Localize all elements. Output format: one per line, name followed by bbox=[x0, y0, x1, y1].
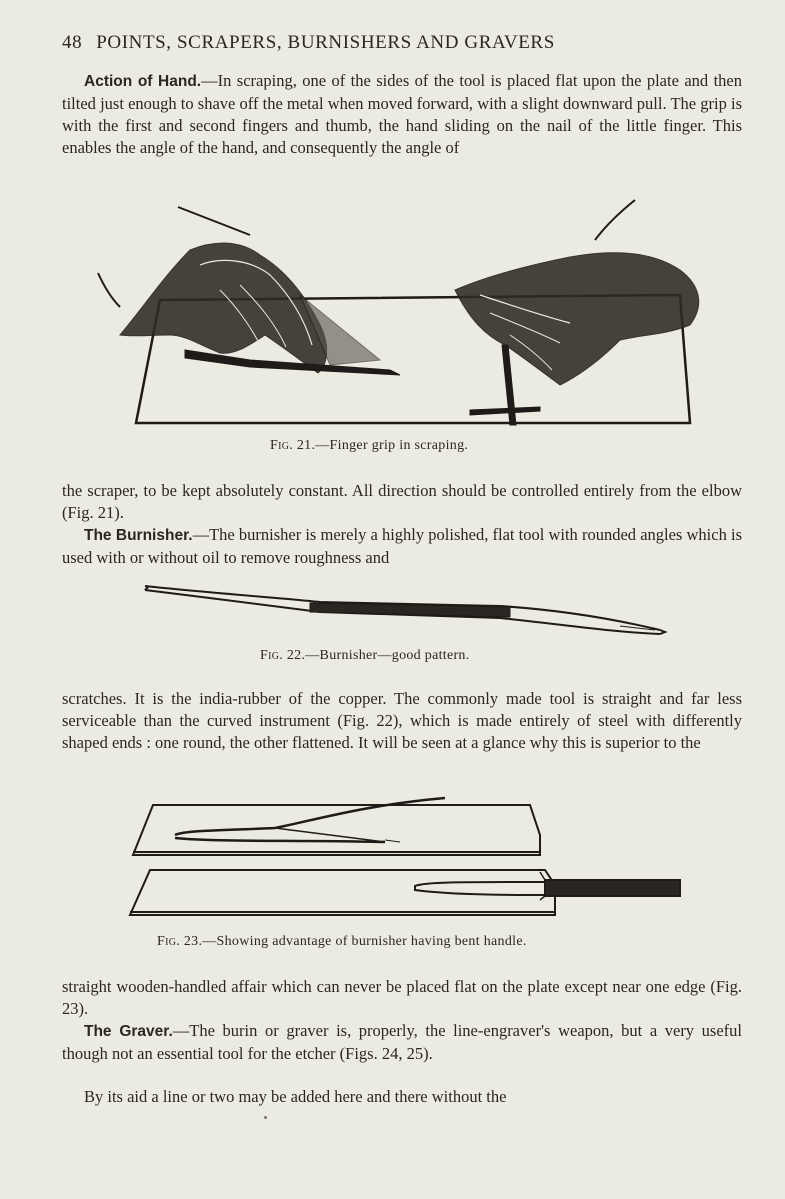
figure-21-illustration bbox=[90, 195, 720, 435]
paragraph-scratches bbox=[62, 688, 742, 754]
figure-label: Fig. 21. bbox=[270, 438, 316, 453]
paragraph-text: —The burin or graver is, properly, the line-engraver's weapon, but a very useful though not an essential tool for the etcher (Figs. 24, 25). bbox=[62, 1021, 742, 1063]
figure-22-caption bbox=[260, 648, 470, 664]
running-header bbox=[62, 32, 722, 54]
paragraph-text: By its aid a line or two may be added here and there without the bbox=[84, 1087, 507, 1106]
figure-23-illustration bbox=[125, 790, 685, 925]
figure-label: Fig. 22. bbox=[260, 648, 306, 663]
page-number: 48 bbox=[62, 32, 83, 53]
paragraph-burnisher bbox=[62, 524, 742, 569]
paragraph-graver bbox=[62, 1020, 742, 1065]
running-title: POINTS, SCRAPERS, BURNISHERS AND GRAVERS bbox=[96, 32, 555, 53]
section-heading-graver: The Graver. bbox=[84, 1023, 173, 1040]
right-hand-drawing bbox=[455, 253, 699, 425]
caption-text: —Showing advantage of burnisher having bent handle. bbox=[202, 934, 527, 949]
caption-text: —Finger grip in scraping. bbox=[315, 438, 469, 453]
left-hand-drawing bbox=[120, 243, 400, 375]
figure-label: Fig. 23. bbox=[157, 934, 203, 949]
paragraph-scraper-direction bbox=[62, 480, 742, 524]
paragraph-text: straight wooden-handled affair which can never be placed flat on the plate except near one edge (Fig. 23). bbox=[62, 977, 742, 1018]
paragraph-graver-aid bbox=[62, 1086, 742, 1108]
figure-21-caption bbox=[270, 438, 468, 454]
paragraph-straight-handle bbox=[62, 976, 742, 1020]
section-heading-burnisher: The Burnisher. bbox=[84, 527, 193, 544]
paper-speck bbox=[264, 1116, 267, 1119]
caption-text: —Burnisher—good pattern. bbox=[305, 648, 470, 663]
section-heading-action-of-hand: Action of Hand. bbox=[84, 73, 202, 90]
paragraph-text: —In scraping, one of the sides of the tool is placed flat upon the plate and then tilted just enough to shave off the metal when moved forward, with a slight downward pull. The grip is with the first and second fingers and thumb, the hand sliding on the nail of the little finger. This enables the angle of the hand, and consequently the angle of bbox=[62, 71, 742, 157]
paragraph-text: scratches. It is the india-rubber of the copper. The commonly made tool is straight and far less serviceable than the curved instrument (Fig. 22), which is made entirely of steel with differently shaped ends : one round, the other flattened. It will be seen at a glance why this is superior to the bbox=[62, 689, 742, 752]
figure-23-caption bbox=[157, 934, 527, 950]
paragraph-text: the scraper, to be kept absolutely constant. All direction should be controlled entirely from the elbow (Fig. 21). bbox=[62, 481, 742, 522]
paragraph-action-of-hand bbox=[62, 70, 742, 159]
paragraph-text: —The burnisher is merely a highly polished, flat tool with rounded angles which is used with or without oil to remove roughness and bbox=[62, 525, 742, 567]
figure-22-illustration bbox=[140, 578, 670, 638]
